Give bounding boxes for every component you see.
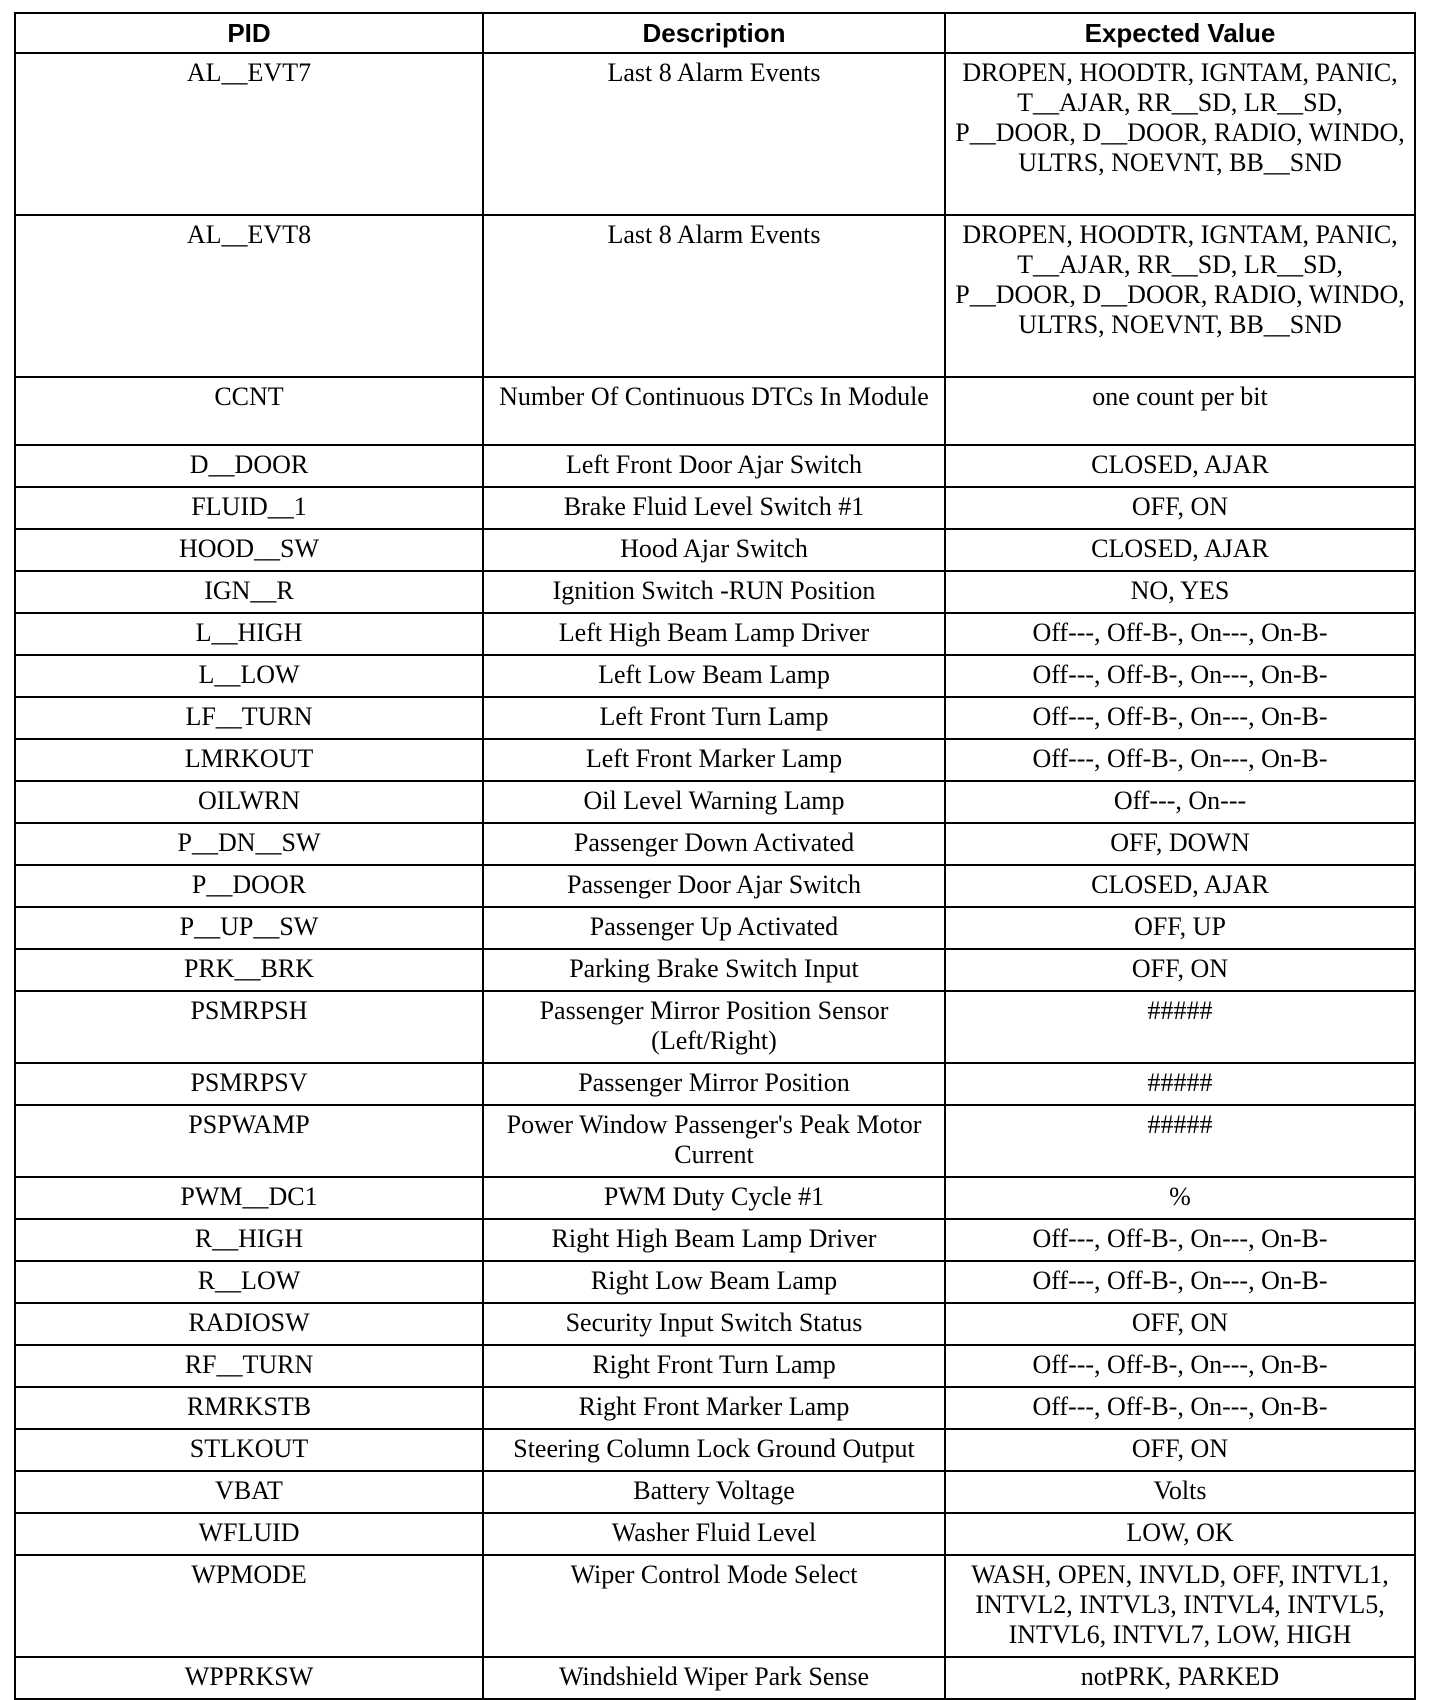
description-cell: Passenger Door Ajar Switch — [483, 865, 945, 907]
table-row — [15, 1429, 1415, 1471]
pid-cell: L__HIGH — [15, 613, 483, 655]
pid-cell: AL__EVT7 — [15, 53, 483, 215]
description-cell: Last 8 Alarm Events — [483, 53, 945, 215]
pid-cell: P__DOOR — [15, 865, 483, 907]
table-row — [15, 1345, 1415, 1387]
table-row — [15, 53, 1415, 215]
expected-value-cell: OFF, ON — [945, 1303, 1415, 1345]
table-row — [15, 529, 1415, 571]
table-row — [15, 1261, 1415, 1303]
expected-value-cell: CLOSED, AJAR — [945, 865, 1415, 907]
description-cell: Passenger Mirror Position Sensor (Left/Right) — [483, 991, 945, 1063]
expected-value-cell: ##### — [945, 1105, 1415, 1177]
description-cell: Left Front Door Ajar Switch — [483, 445, 945, 487]
expected-value-cell: CLOSED, AJAR — [945, 445, 1415, 487]
expected-value-cell: NO, YES — [945, 571, 1415, 613]
description-cell: Right Front Turn Lamp — [483, 1345, 945, 1387]
table-header — [15, 13, 1415, 53]
description-cell: Steering Column Lock Ground Output — [483, 1429, 945, 1471]
pid-cell: PSPWAMP — [15, 1105, 483, 1177]
description-cell: Right High Beam Lamp Driver — [483, 1219, 945, 1261]
pid-cell: RADIOSW — [15, 1303, 483, 1345]
description-cell: Right Front Marker Lamp — [483, 1387, 945, 1429]
table-row — [15, 1303, 1415, 1345]
table-row — [15, 215, 1415, 377]
expected-value-cell: one count per bit — [945, 377, 1415, 445]
table-row — [15, 1471, 1415, 1513]
table-row — [15, 487, 1415, 529]
table-row — [15, 949, 1415, 991]
pid-cell: HOOD__SW — [15, 529, 483, 571]
description-cell: Windshield Wiper Park Sense — [483, 1657, 945, 1699]
table-row — [15, 1063, 1415, 1105]
header-description: Description — [483, 13, 945, 53]
pid-cell: R__LOW — [15, 1261, 483, 1303]
table-body — [15, 53, 1415, 1699]
description-cell: Wiper Control Mode Select — [483, 1555, 945, 1657]
description-cell: Hood Ajar Switch — [483, 529, 945, 571]
pid-cell: STLKOUT — [15, 1429, 483, 1471]
table-row — [15, 991, 1415, 1063]
pid-cell: D__DOOR — [15, 445, 483, 487]
table-row — [15, 907, 1415, 949]
expected-value-cell: Off---, Off-B-, On---, On-B- — [945, 1261, 1415, 1303]
pid-cell: PRK__BRK — [15, 949, 483, 991]
expected-value-cell: WASH, OPEN, INVLD, OFF, INTVL1, INTVL2, INTVL3, INTVL4, INTVL5, INTVL6, INTVL7, LOW, HIGH — [945, 1555, 1415, 1657]
header-row — [15, 13, 1415, 53]
pid-cell: RF__TURN — [15, 1345, 483, 1387]
description-cell: Passenger Mirror Position — [483, 1063, 945, 1105]
table-row — [15, 1219, 1415, 1261]
description-cell: Number Of Continuous DTCs In Module — [483, 377, 945, 445]
expected-value-cell: OFF, ON — [945, 949, 1415, 991]
expected-value-cell: Off---, Off-B-, On---, On-B- — [945, 613, 1415, 655]
pid-table — [14, 12, 1416, 1700]
expected-value-cell: CLOSED, AJAR — [945, 529, 1415, 571]
expected-value-cell: Off---, On--- — [945, 781, 1415, 823]
description-cell: Left Front Turn Lamp — [483, 697, 945, 739]
document-page — [14, 12, 1414, 1700]
description-cell: Washer Fluid Level — [483, 1513, 945, 1555]
pid-cell: WFLUID — [15, 1513, 483, 1555]
pid-cell: FLUID__1 — [15, 487, 483, 529]
description-cell: Battery Voltage — [483, 1471, 945, 1513]
table-row — [15, 377, 1415, 445]
pid-cell: P__DN__SW — [15, 823, 483, 865]
expected-value-cell: ##### — [945, 1063, 1415, 1105]
table-row — [15, 655, 1415, 697]
pid-cell: PSMRPSV — [15, 1063, 483, 1105]
table-row — [15, 823, 1415, 865]
table-row — [15, 781, 1415, 823]
description-cell: Left High Beam Lamp Driver — [483, 613, 945, 655]
table-row — [15, 739, 1415, 781]
header-pid: PID — [15, 13, 483, 53]
pid-cell: WPPRKSW — [15, 1657, 483, 1699]
expected-value-cell: DROPEN, HOODTR, IGNTAM, PANIC, T__AJAR, RR__SD, LR__SD, P__DOOR, D__DOOR, RADIO, WINDO, ULTRS, NOEVNT, BB__SND — [945, 53, 1415, 215]
pid-cell: LF__TURN — [15, 697, 483, 739]
description-cell: Left Low Beam Lamp — [483, 655, 945, 697]
pid-cell: VBAT — [15, 1471, 483, 1513]
description-cell: PWM Duty Cycle #1 — [483, 1177, 945, 1219]
description-cell: Passenger Up Activated — [483, 907, 945, 949]
expected-value-cell: Off---, Off-B-, On---, On-B- — [945, 739, 1415, 781]
pid-cell: PWM__DC1 — [15, 1177, 483, 1219]
expected-value-cell: Volts — [945, 1471, 1415, 1513]
expected-value-cell: OFF, ON — [945, 487, 1415, 529]
description-cell: Parking Brake Switch Input — [483, 949, 945, 991]
table-row — [15, 571, 1415, 613]
table-row — [15, 697, 1415, 739]
pid-cell: LMRKOUT — [15, 739, 483, 781]
description-cell: Ignition Switch -RUN Position — [483, 571, 945, 613]
table-row — [15, 1177, 1415, 1219]
description-cell: Brake Fluid Level Switch #1 — [483, 487, 945, 529]
table-row — [15, 1387, 1415, 1429]
pid-cell: R__HIGH — [15, 1219, 483, 1261]
expected-value-cell: notPRK, PARKED — [945, 1657, 1415, 1699]
header-expected-value: Expected Value — [945, 13, 1415, 53]
description-cell: Left Front Marker Lamp — [483, 739, 945, 781]
pid-cell: RMRKSTB — [15, 1387, 483, 1429]
description-cell: Security Input Switch Status — [483, 1303, 945, 1345]
table-row — [15, 1555, 1415, 1657]
expected-value-cell: OFF, ON — [945, 1429, 1415, 1471]
expected-value-cell: LOW, OK — [945, 1513, 1415, 1555]
pid-cell: OILWRN — [15, 781, 483, 823]
expected-value-cell: OFF, UP — [945, 907, 1415, 949]
expected-value-cell: Off---, Off-B-, On---, On-B- — [945, 1387, 1415, 1429]
expected-value-cell: Off---, Off-B-, On---, On-B- — [945, 1345, 1415, 1387]
pid-cell: PSMRPSH — [15, 991, 483, 1063]
description-cell: Last 8 Alarm Events — [483, 215, 945, 377]
table-row — [15, 1105, 1415, 1177]
expected-value-cell: OFF, DOWN — [945, 823, 1415, 865]
description-cell: Oil Level Warning Lamp — [483, 781, 945, 823]
description-cell: Right Low Beam Lamp — [483, 1261, 945, 1303]
table-row — [15, 613, 1415, 655]
pid-cell: P__UP__SW — [15, 907, 483, 949]
pid-cell: CCNT — [15, 377, 483, 445]
description-cell: Passenger Down Activated — [483, 823, 945, 865]
pid-cell: IGN__R — [15, 571, 483, 613]
table-row — [15, 445, 1415, 487]
table-row — [15, 1513, 1415, 1555]
description-cell: Power Window Passenger's Peak Motor Current — [483, 1105, 945, 1177]
expected-value-cell: Off---, Off-B-, On---, On-B- — [945, 655, 1415, 697]
table-row — [15, 865, 1415, 907]
table-row — [15, 1657, 1415, 1699]
expected-value-cell: ##### — [945, 991, 1415, 1063]
pid-cell: L__LOW — [15, 655, 483, 697]
expected-value-cell: % — [945, 1177, 1415, 1219]
pid-cell: WPMODE — [15, 1555, 483, 1657]
expected-value-cell: Off---, Off-B-, On---, On-B- — [945, 697, 1415, 739]
pid-cell: AL__EVT8 — [15, 215, 483, 377]
expected-value-cell: DROPEN, HOODTR, IGNTAM, PANIC, T__AJAR, RR__SD, LR__SD, P__DOOR, D__DOOR, RADIO, WINDO, ULTRS, NOEVNT, BB__SND — [945, 215, 1415, 377]
expected-value-cell: Off---, Off-B-, On---, On-B- — [945, 1219, 1415, 1261]
